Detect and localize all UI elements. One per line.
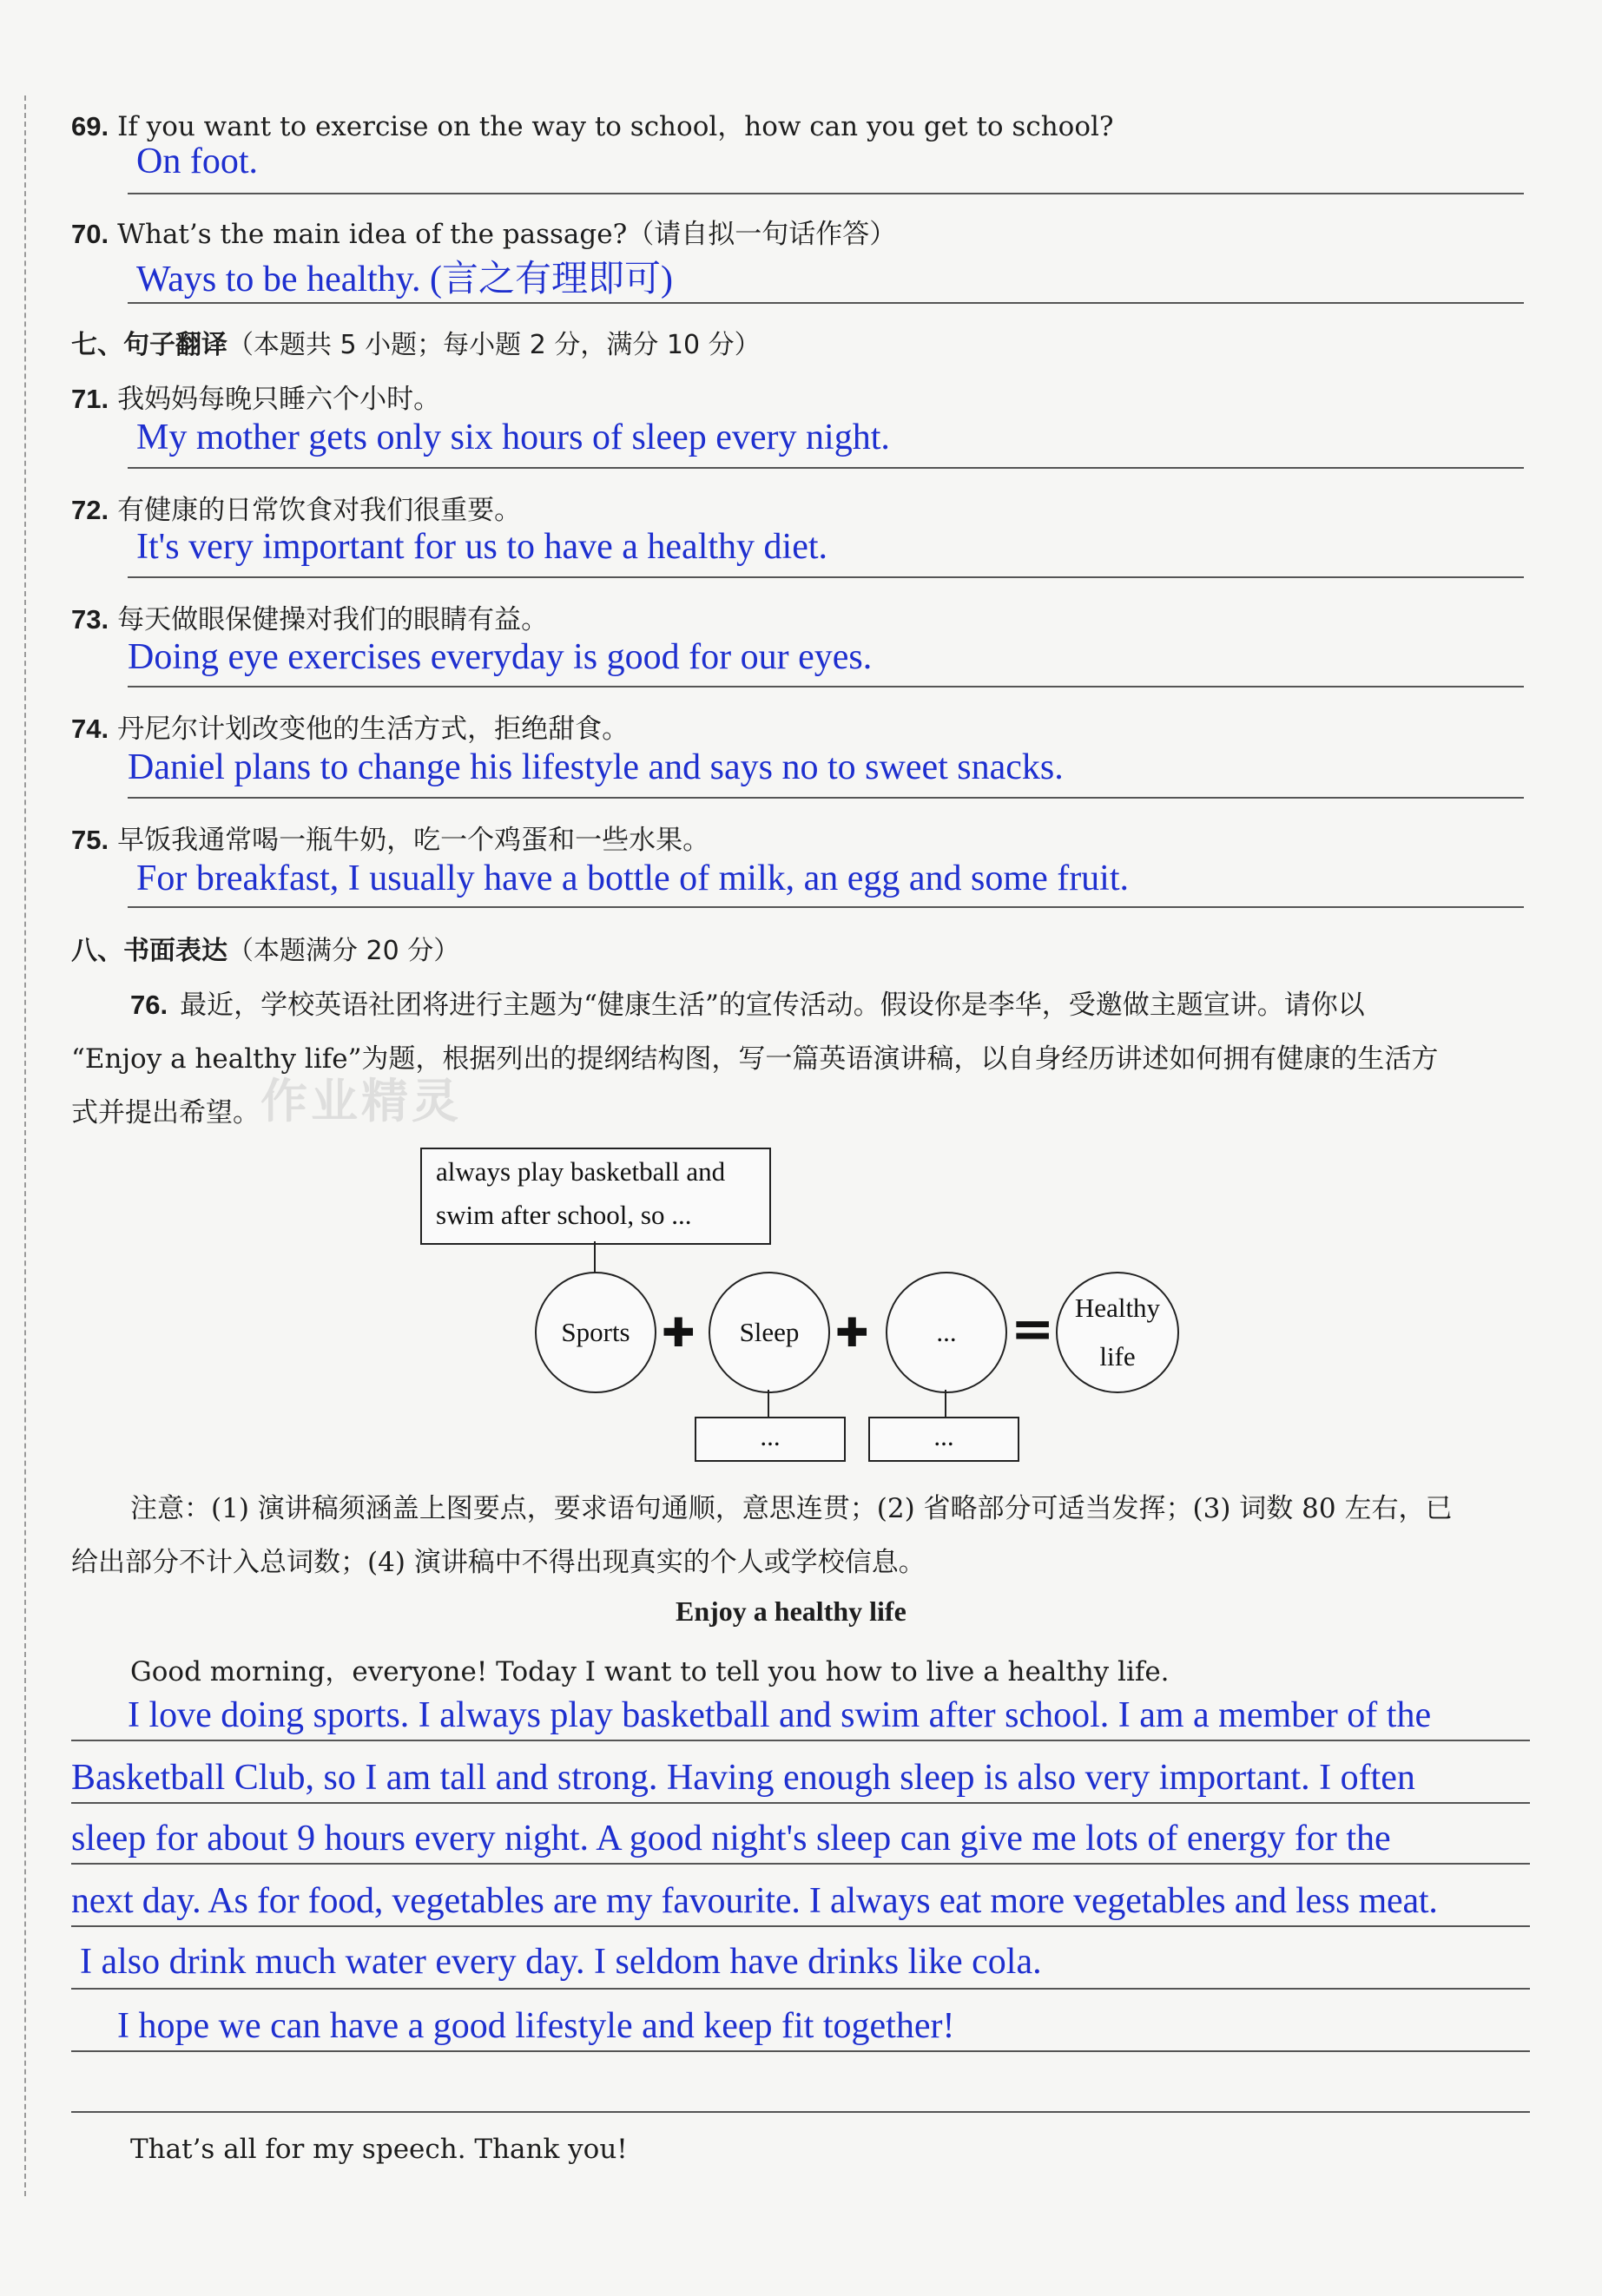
question-76-line-1: 76. 最近，学校英语社团将进行主题为“健康生活”的宣传活动。假设你是李华，受邀做主题宣讲。请你以 [130, 990, 1365, 1021]
plus-icon: ✚ [662, 1309, 696, 1356]
answer-line [128, 193, 1524, 194]
writing-line [71, 1740, 1530, 1741]
answer-71: My mother gets only six hours of sleep every night. [136, 418, 890, 457]
diagram-connector [594, 1241, 596, 1273]
answer-70: Ways to be healthy. (言之有理即可) [136, 260, 673, 299]
section-8-heading: 八、书面表达（本题满分 20 分） [71, 936, 460, 966]
essay-line-4: next day. As for food, vegetables are my favourite. I always eat more vegetables and less meat. [71, 1881, 1438, 1921]
diagram-circle-sports: Sports [535, 1272, 656, 1393]
answer-73: Doing eye exercises everyday is good for our eyes. [128, 637, 873, 677]
diagram-top-box-line-1: always play basketball and [436, 1156, 726, 1187]
question-70: 70. What’s the main idea of the passage?（请自拟一句话作答） [71, 219, 897, 250]
diagram-circle-sleep: Sleep [709, 1272, 830, 1393]
diagram-ellipsis-detail-box: ... [868, 1417, 1019, 1462]
diagram-connector [768, 1390, 769, 1418]
answer-line [128, 906, 1524, 908]
essay-opening: Good morning，everyone! Today I want to tell you how to live a healthy life. [130, 1656, 1170, 1687]
question-72: 72. 有健康的日常饮食对我们很重要。 [71, 495, 522, 526]
answer-74: Daniel plans to change his lifestyle and says no to sweet snacks. [128, 747, 1064, 787]
answer-69: On foot. [136, 141, 258, 181]
section-7-heading: 七、句子翻译（本题共 5 小题；每小题 2 分，满分 10 分） [71, 330, 761, 360]
question-76-line-2: “Enjoy a healthy life”为题，根据列出的提纲结构图，写一篇英语演讲稿，以自身经历讲述如何拥有健康的生活方 [71, 1043, 1439, 1075]
essay-line-6: I hope we can have a good lifestyle and keep fit together! [117, 2006, 955, 2046]
diagram-circle-ellipsis: ... [886, 1272, 1007, 1393]
essay-closing: That’s all for my speech. Thank you! [130, 2134, 628, 2165]
healthy-life-line-2: life [1099, 1341, 1136, 1372]
plus-icon: ✚ [835, 1309, 869, 1356]
question-73: 73. 每天做眼保健操对我们的眼睛有益。 [71, 604, 549, 635]
essay-line-1: I love doing sports. I always play basketball and swim after school. I am a member of the [128, 1695, 1432, 1735]
answer-72: It's very important for us to have a healthy diet. [136, 527, 828, 567]
notes-line-2: 给出部分不计入总词数；(4) 演讲稿中不得出现真实的个人或学校信息。 [71, 1547, 926, 1578]
notes-line-1: 注意：(1) 演讲稿须涵盖上图要点，要求语句通顺，意思连贯；(2) 省略部分可适当发挥；(3) 词数 80 左右，已 [130, 1493, 1453, 1524]
answer-line [128, 576, 1524, 578]
writing-line [71, 1925, 1530, 1927]
page-edge-dashed-line [24, 95, 26, 2196]
answer-line [128, 467, 1524, 469]
question-76-line-3: 式并提出希望。 [71, 1097, 260, 1128]
watermark: 作业精灵 [260, 1074, 462, 1128]
essay-line-2: Basketball Club, so I am tall and strong. Having enough sleep is also very important. I often [71, 1758, 1415, 1798]
diagram-sleep-detail-box: ... [695, 1417, 846, 1462]
answer-line [128, 302, 1524, 304]
diagram-top-box-line-2: swim after school, so ... [436, 1200, 692, 1230]
answer-line [128, 686, 1524, 687]
healthy-life-line-1: Healthy [1074, 1293, 1161, 1323]
diagram-circle-healthy-life [1056, 1272, 1179, 1393]
essay-title: Enjoy a healthy life [676, 1595, 906, 1627]
writing-line [71, 1988, 1530, 1990]
diagram-top-box [420, 1148, 771, 1245]
answer-line [128, 797, 1524, 799]
essay-line-5: I also drink much water every day. I seldom have drinks like cola. [80, 1942, 1042, 1982]
question-69: 69. If you want to exercise on the way to school，how can you get to school? [71, 111, 1114, 142]
question-75: 75. 早饭我通常喝一瓶牛奶，吃一个鸡蛋和一些水果。 [71, 825, 710, 856]
writing-line [71, 1802, 1530, 1804]
question-74: 74. 丹尼尔计划改变他的生活方式，拒绝甜食。 [71, 714, 630, 745]
essay-line-3: sleep for about 9 hours every night. A good night's sleep can give me lots of energy for the [71, 1819, 1391, 1859]
writing-line [71, 1863, 1530, 1865]
question-71: 71. 我妈妈每晚只睡六个小时。 [71, 384, 441, 415]
writing-line [71, 2111, 1530, 2113]
diagram-connector [945, 1390, 946, 1418]
writing-line [71, 2050, 1530, 2052]
answer-75: For breakfast, I usually have a bottle of milk, an egg and some fruit. [136, 859, 1130, 898]
equals-icon: = [1011, 1299, 1055, 1359]
